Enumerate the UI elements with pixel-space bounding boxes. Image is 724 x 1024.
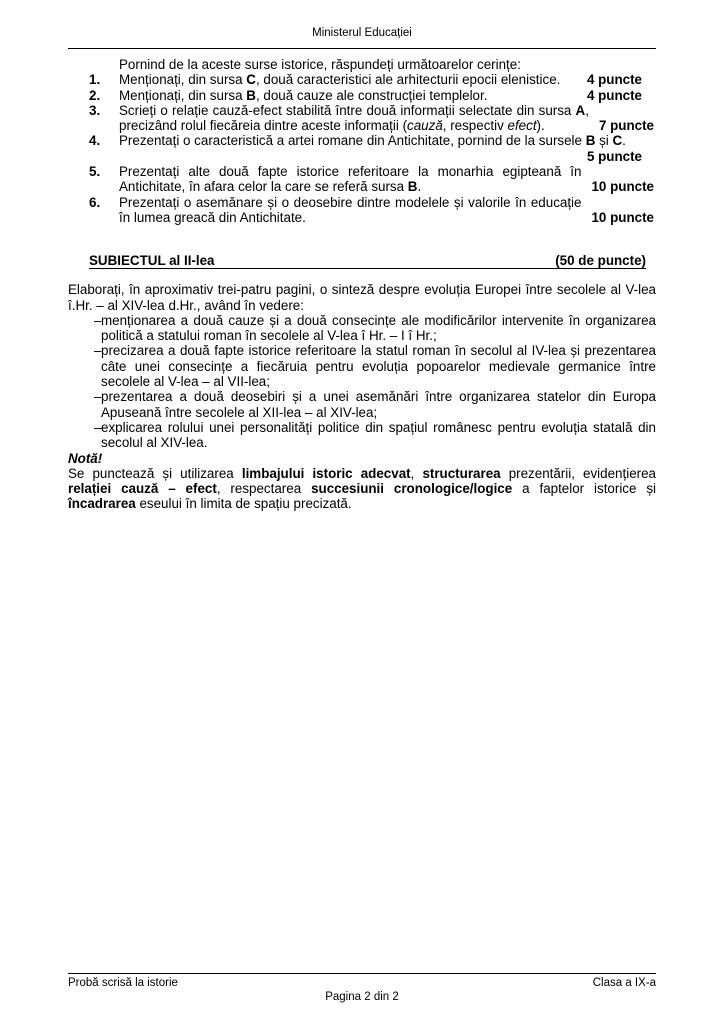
criterion-item: – precizarea a două fapte istorice referitoare la statul roman în secolul al IV-lea și prezentarea câte unei consecințe a fiecăruia pentru evoluția popoarelor medievale germanice între secolele al V-lea – al VII-lea; [94, 343, 656, 390]
note-label: Notă! [68, 450, 103, 466]
criterion-item: – prezentarea a două deosebiri și a unei asemănări între organizarea statelor din Europa Apuseană între secolele al XII-lea – al XIV-lea; [94, 389, 656, 420]
page-header: Ministerul Educației [312, 27, 412, 39]
requirement-6 [68, 195, 656, 226]
requirement-number: 4. [89, 133, 101, 149]
subject-2-points: (50 de puncte) [555, 253, 646, 269]
requirement-number: 5. [89, 164, 101, 180]
requirement-points: 10 puncte [591, 179, 654, 195]
requirement-2 [68, 88, 656, 103]
exam-content [68, 57, 656, 512]
requirement-number: 3. [89, 102, 101, 118]
footer-class: Clasa a IX-a [592, 977, 656, 989]
requirement-4 [68, 133, 656, 164]
criteria-list [68, 313, 656, 451]
note-text: Se punctează și utilizarea limbajului istoric adecvat, structurarea prezentării, evidențierea relației cauză – efect, respectarea succesiunii cronologice/logice a faptelor istorice și încadrarea eseului în limita de spațiu precizată. [68, 465, 657, 512]
subject-2-title: SUBIECTUL al II-lea [89, 253, 215, 269]
footer-rule [68, 973, 656, 974]
header-rule [68, 48, 656, 49]
requirement-5 [68, 164, 656, 195]
requirement-text: Menționați, din sursa C, două caracteristici ale arhitecturii epocii elenistice. [119, 72, 561, 88]
requirement-number: 6. [89, 194, 101, 210]
requirement-points: 7 puncte [598, 118, 654, 134]
requirement-text: 7 puncte Scrieți o relație cauză-efect stabilită între două informații selectate din sursa A, precizând rolul fiecăreia dintre aceste informații (cauză, respectiv efect). [119, 102, 654, 134]
requirement-number: 1. [89, 72, 101, 88]
page-number: Pagina 2 din 2 [325, 991, 399, 1003]
requirement-1 [68, 72, 656, 87]
requirement-text: 10 puncte Prezentați o asemănare și o deosebire dintre modelele și valorile în educație în lumea greacă din Antichitate. [119, 194, 654, 225]
criterion-item: – explicarea rolului unei personalități politice din spațiul românesc pentru evoluția statală din secolul al XIV-lea. [94, 419, 656, 451]
footer-subject: Probă scrisă la istorie [68, 977, 178, 989]
requirement-text: Menționați, din sursa B, două cauze ale construcției templelor. [119, 87, 488, 103]
subject-2-heading [89, 253, 646, 269]
criterion-item: – menționarea a două cauze și a două consecințe ale modificărilor intervenite în organizarea politică a statului roman în secolele al V-lea î Hr. – I î Hr.; [94, 312, 656, 344]
requirement-points: 10 puncte [591, 209, 654, 225]
subject-2-underline [89, 268, 646, 269]
requirement-points: 5 puncte [586, 148, 642, 164]
requirement-text: 10 puncte Prezentați alte două fapte istorice referitoare la monarhia egipteană în Antichitate, în afara celor la care se referă sursa B. [119, 164, 654, 195]
requirement-points: 4 puncte [586, 72, 642, 88]
requirement-text: Prezentați o caracteristică a artei romane din Antichitate, pornind de la sursele B și C. [119, 133, 626, 149]
requirement-points: 4 puncte [586, 87, 642, 103]
essay-task: Elaborați, în aproximativ trei-patru pagini, o sinteză despre evoluția Europei între secolele al V-lea î.Hr. – al XIV-lea d.Hr., având în vedere: [68, 282, 656, 313]
requirement-3 [68, 103, 656, 134]
section1-intro: Pornind de la aceste surse istorice, răspundeți următoarelor cerințe: [119, 57, 521, 72]
requirement-number: 2. [89, 87, 101, 103]
